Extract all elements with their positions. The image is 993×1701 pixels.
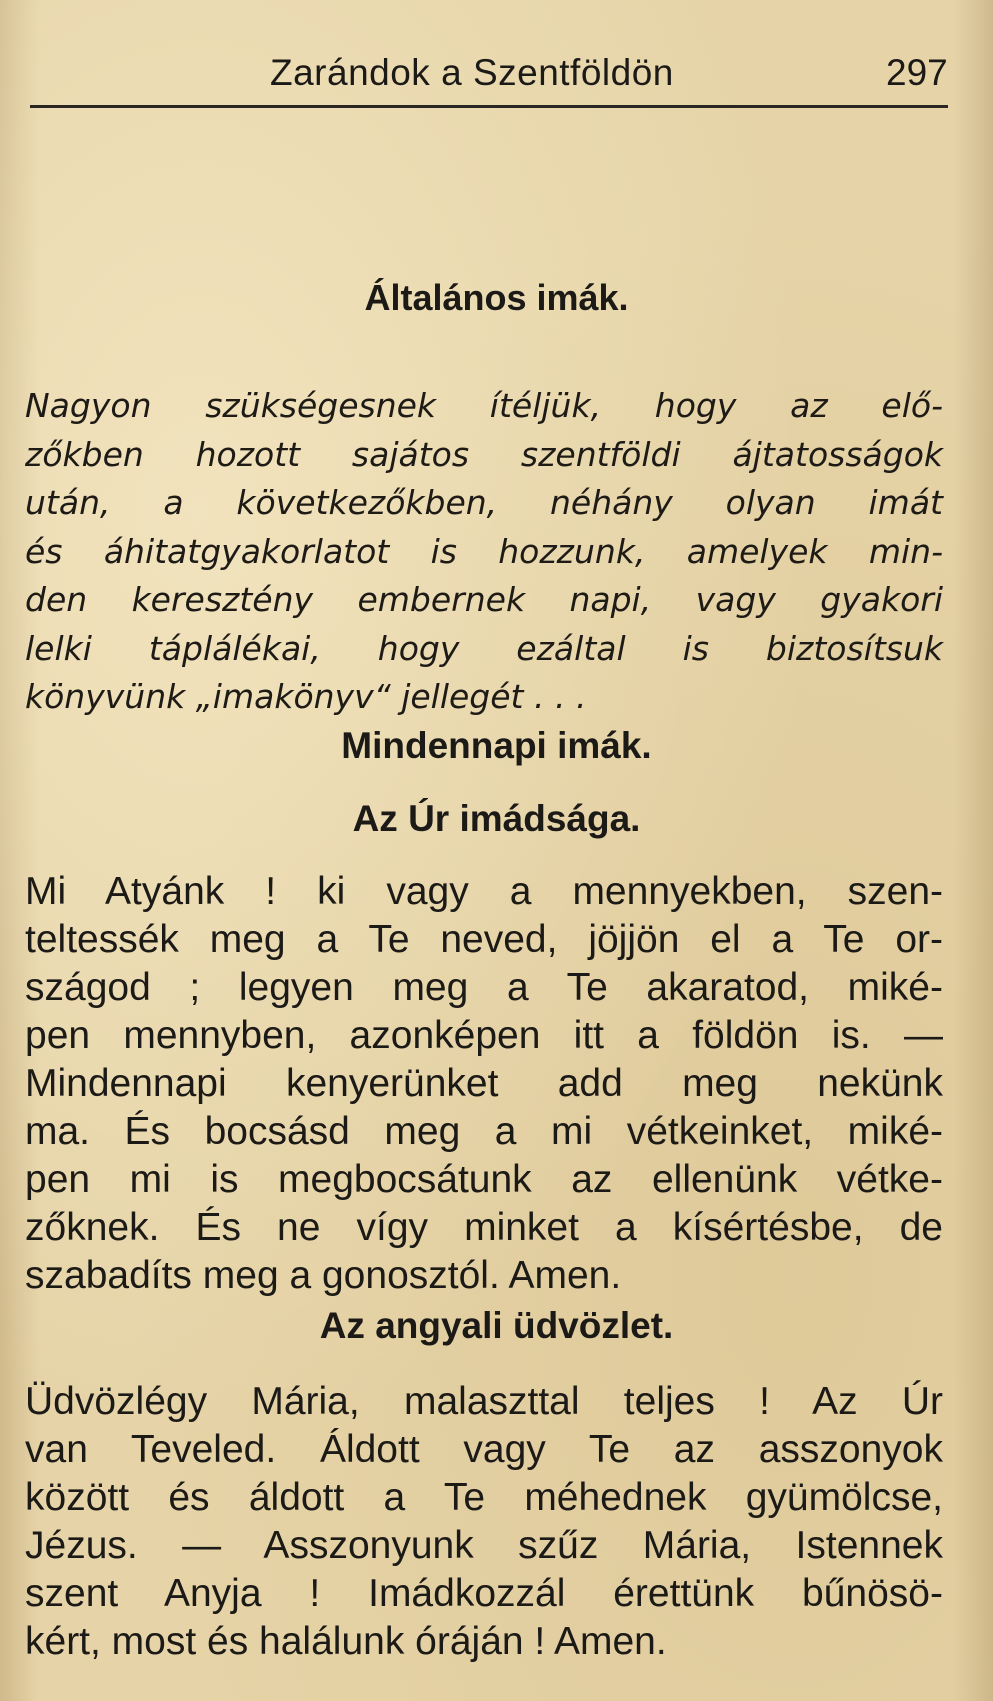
- page-number: 297: [886, 52, 948, 93]
- prayer-line: Mi Atyánk ! ki vagy a mennyekben, szen-: [25, 870, 943, 913]
- lords-prayer-text: [25, 868, 943, 1300]
- prayer-line: kért, most és halálunk óráján ! Amen.: [25, 1620, 667, 1663]
- intro-line: után, a következőkben, néhány olyan imát: [25, 483, 943, 522]
- intro-line: könyvünk „imakönyv“ jellegét . . .: [25, 677, 587, 716]
- running-title: Zarándok a Szentföldön: [270, 52, 674, 93]
- intro-line: zőkben hozott sajátos szentföldi ájtatosságok: [25, 434, 943, 474]
- daily-prayers-title: Mindennapi imák.: [341, 725, 652, 766]
- prayer-line: Jézus. — Asszonyunk szűz Mária, Istennek: [25, 1524, 943, 1567]
- hail-mary-title: Az angyali üdvözlet.: [319, 1305, 674, 1346]
- prayer-line: teltessék meg a Te neved, jöjjön el a Te or-: [25, 918, 943, 961]
- intro-line: den keresztény embernek napi, vagy gyakori: [25, 580, 943, 619]
- prayer-line: szágod ; legyen meg a Te akaratod, miké-: [25, 966, 943, 1009]
- intro-line: lelki táplálékai, hogy ezáltal is biztosítsuk: [25, 628, 943, 668]
- prayer-line: szabadíts meg a gonosztól. Amen.: [25, 1254, 622, 1297]
- intro-line: és áhitatgyakorlatot is hozzunk, amelyek min-: [25, 531, 943, 571]
- prayer-line: Üdvözlégy Mária, malaszttal teljes ! Az Úr: [25, 1380, 943, 1423]
- intro-paragraph: [25, 382, 943, 722]
- prayer-line: pen mi is megbocsátunk az ellenünk vétke-: [25, 1158, 943, 1201]
- intro-line: Nagyon szükségesnek ítéljük, hogy az elő-: [25, 386, 943, 425]
- prayer-line: pen mennyben, azonképen itt a földön is. —: [25, 1014, 943, 1057]
- prayer-line: Mindennapi kenyerünket add meg nekünk: [25, 1062, 943, 1105]
- prayer-line: zőknek. És ne vígy minket a kísértésbe, de: [25, 1206, 943, 1249]
- prayer-line: van Teveled. Áldott vagy Te az asszonyok: [25, 1428, 943, 1471]
- lords-prayer-title: Az Úr imádsága.: [352, 798, 641, 839]
- header-rule: [30, 105, 948, 108]
- prayer-line: között és áldott a Te méhednek gyümölcse,: [25, 1476, 943, 1519]
- prayer-line: szent Anyja ! Imádkozzál érettünk bűnösö-: [25, 1572, 943, 1615]
- prayer-line: ma. És bocsásd meg a mi vétkeinket, miké-: [25, 1110, 943, 1153]
- hail-mary-text: [25, 1378, 943, 1666]
- section-title: Általános imák.: [364, 277, 629, 318]
